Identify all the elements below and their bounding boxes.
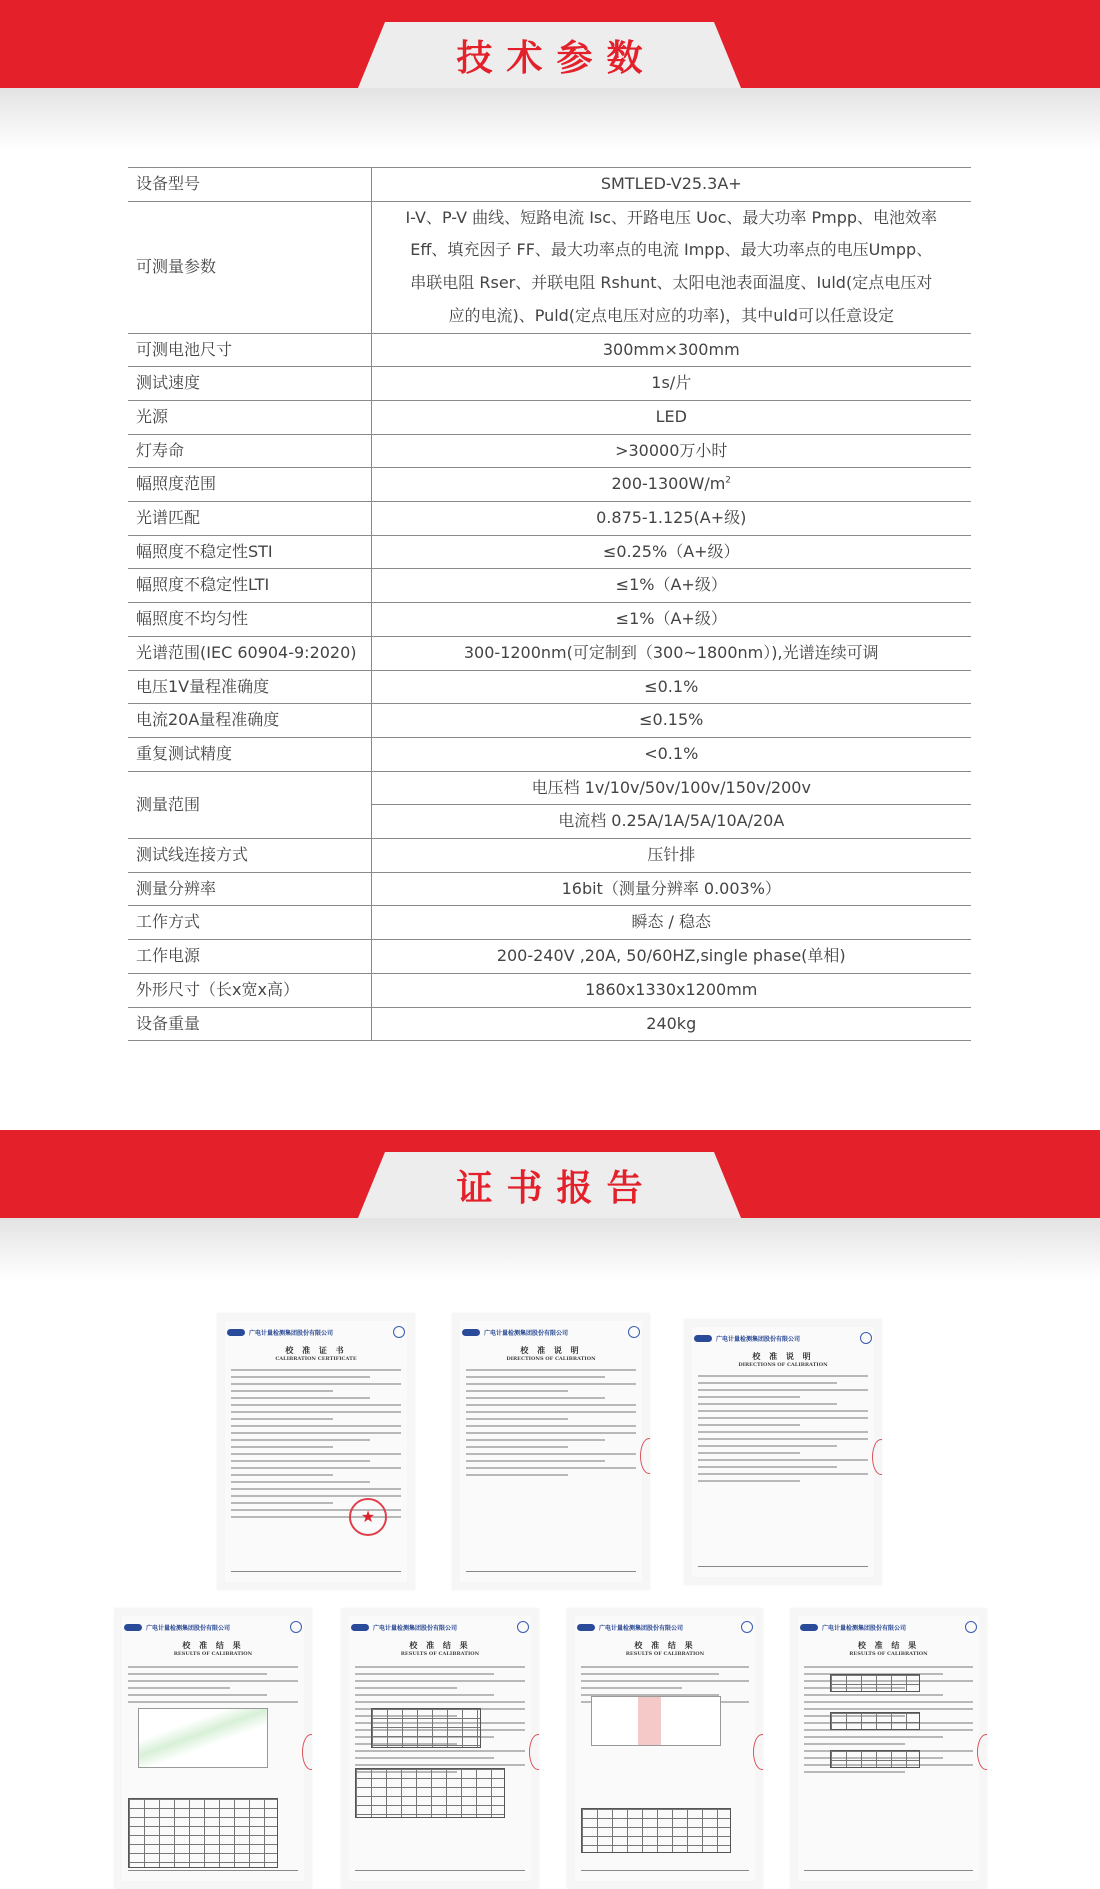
certificate-subtitle: CALIBRATION CERTIFICATE (275, 1356, 357, 1362)
spec-value (371, 737, 971, 771)
grg-logo-icon (694, 1335, 712, 1342)
certificate-header (227, 1323, 405, 1341)
specs-section-title: 技术参数 (456, 37, 657, 79)
certificate-header (577, 1618, 753, 1636)
spec-value-text: 0.875-1.125(A+级) (596, 508, 747, 528)
certificate-footer-line (355, 1870, 525, 1871)
spec-value-line: 串联电阻 Rser、并联电阻 Rshunt、太阳电池表面温度、Iuld(定点电压对 (410, 273, 933, 293)
certificate-text-lines (698, 1375, 868, 1487)
spec-value (371, 704, 971, 738)
spec-label: 测量分辨率 (128, 872, 371, 906)
uniformity-grid-thumbnail (371, 1708, 481, 1748)
official-seal-icon (349, 1498, 387, 1536)
grg-logo-icon (577, 1624, 595, 1631)
spec-label: 工作方式 (128, 906, 371, 940)
results-table-thumbnail (128, 1798, 278, 1868)
spec-value (371, 502, 971, 536)
spec-row (128, 468, 971, 502)
certificate-company: 广电计量检测集团股份有限公司 (599, 1624, 684, 1632)
stability-chart-thumbnail (591, 1696, 721, 1746)
banner-gradient (0, 88, 1100, 150)
cnas-badge-icon (860, 1332, 872, 1344)
spec-label: 电流20A量程准确度 (128, 704, 371, 738)
certificate-title: 校 准 结 果 (857, 1641, 920, 1650)
certificate-company: 广电计量检测集团股份有限公司 (484, 1329, 569, 1337)
spec-label: 外形尺寸（长x宽x高） (128, 973, 371, 1007)
grg-logo-icon (124, 1624, 142, 1631)
spec-value (371, 400, 971, 434)
spec-value (371, 636, 971, 670)
spec-value-text: 瞬态 / 稳态 (631, 912, 712, 932)
spec-value-text: ≤0.1% (644, 676, 699, 696)
certificate-company: 广电计量检测集团股份有限公司 (249, 1329, 334, 1337)
spec-value-line: Eff、填充因子 FF、最大功率点的电流 Impp、最大功率点的电压Umpp、 (410, 240, 933, 260)
current-table-thumbnail (830, 1750, 920, 1768)
spec-label: 测试速度 (128, 367, 371, 401)
spec-row (128, 872, 971, 906)
spec-label: 重复测试精度 (128, 737, 371, 771)
spec-value (371, 603, 971, 637)
certificate-subtitle: RESULTS OF CALIBRATION (400, 1651, 480, 1657)
spec-value (371, 201, 971, 333)
temperature-table-thumbnail (830, 1674, 920, 1692)
certificate-footer-line (698, 1566, 868, 1567)
spec-value-text: 16bit（测量分辨率 0.003%） (561, 878, 781, 898)
spec-row (128, 535, 971, 569)
spec-label: 光谱范围(IEC 60904-9:2020) (128, 636, 371, 670)
spec-label: 测量范围 (128, 771, 371, 838)
spec-value-text: 200-1300W/m (611, 474, 726, 494)
spec-value (371, 333, 971, 367)
certificate-title: 校 准 结 果 (182, 1641, 244, 1650)
certificate-subtitle: RESULTS OF CALIBRATION (625, 1651, 705, 1657)
spec-row (128, 168, 971, 202)
spec-row (128, 839, 971, 873)
spec-label: 设备型号 (128, 168, 371, 202)
spec-value (371, 569, 971, 603)
spec-value (371, 906, 971, 940)
certificate-header (351, 1618, 529, 1636)
spec-value (371, 468, 971, 502)
results-table-thumbnail (581, 1808, 731, 1853)
certificates-section-banner (0, 1130, 1100, 1280)
spectrum-chart-thumbnail (138, 1708, 268, 1768)
certificate-page-2[interactable] (452, 1313, 650, 1590)
certificate-title: 校 准 说 明 (520, 1346, 582, 1355)
certificate-subtitle: DIRECTIONS OF CALIBRATION (738, 1362, 828, 1368)
certificate-title: 校 准 说 明 (752, 1352, 814, 1361)
spec-row (128, 704, 971, 738)
certificate-page-1[interactable] (217, 1313, 415, 1590)
spec-value-text: LED (655, 406, 687, 426)
spec-row (128, 603, 971, 637)
perforation-seal-icon (872, 1439, 882, 1475)
certificate-text-lines (466, 1369, 636, 1481)
spec-value-text: 300-1200nm(可定制到（300~1800nm）),光谱连续可调 (463, 642, 879, 662)
certificate-header (800, 1618, 977, 1636)
spec-value-superscript: 2 (725, 476, 732, 486)
spec-label: 幅照度不稳定性LTI (128, 569, 371, 603)
certificates-section-title: 证书报告 (456, 1167, 657, 1209)
spec-value-text: SMTLED-V25.3A+ (600, 174, 742, 193)
spec-value-text: ≤1%（A+级） (615, 575, 727, 595)
spec-row (128, 569, 971, 603)
spec-row (128, 771, 971, 805)
spec-value-text: 压针排 (647, 845, 696, 865)
spec-row (128, 201, 971, 333)
spec-row (128, 367, 971, 401)
cnas-badge-icon (628, 1326, 640, 1338)
certificate-page-3[interactable] (684, 1319, 882, 1585)
certificate-footer-line (231, 1571, 401, 1572)
spec-value-text: 240kg (646, 1013, 697, 1033)
spec-value: 电流档 0.25A/1A/5A/10A/20A (371, 805, 971, 839)
certificate-subtitle: RESULTS OF CALIBRATION (849, 1651, 928, 1657)
certificate-title: 校 准 结 果 (409, 1641, 471, 1650)
spec-value (371, 973, 971, 1007)
spec-row (128, 333, 971, 367)
spec-row (128, 400, 971, 434)
cnas-badge-icon (517, 1621, 529, 1633)
spec-value (371, 940, 971, 974)
spec-label: 工作电源 (128, 940, 371, 974)
certificate-page-7[interactable] (790, 1608, 987, 1889)
certificate-subtitle: DIRECTIONS OF CALIBRATION (506, 1356, 596, 1362)
spec-label: 灯寿命 (128, 434, 371, 468)
spec-row (128, 940, 971, 974)
certificate-company: 广电计量检测集团股份有限公司 (822, 1624, 907, 1632)
certificate-subtitle: RESULTS OF CALIBRATION (173, 1651, 253, 1657)
spec-value (371, 1007, 971, 1041)
spec-label: 幅照度范围 (128, 468, 371, 502)
spec-value-line: I-V、P-V 曲线、短路电流 Isc、开路电压 Uoc、最大功率 Pmpp、电池效率 (405, 207, 938, 227)
spec-label: 设备重量 (128, 1007, 371, 1041)
spec-value-line: 应的电流)、Puld(定点电压对应的功率)，其中uld可以任意设定 (448, 305, 895, 325)
cnas-badge-icon (393, 1326, 405, 1338)
spec-row (128, 502, 971, 536)
spec-value-text: ≤1%（A+级） (615, 609, 727, 629)
spec-value-text: ≤0.15% (639, 710, 704, 730)
spec-label: 电压1V量程准确度 (128, 670, 371, 704)
spec-label: 光谱匹配 (128, 502, 371, 536)
spec-label: 可测量参数 (128, 201, 371, 333)
spec-value-text: 300mm×300mm (602, 339, 740, 359)
certificate-title: 校 准 证 书 (285, 1346, 347, 1355)
spec-row (128, 670, 971, 704)
certificate-page-6[interactable] (567, 1608, 763, 1889)
certificate-title: 校 准 结 果 (634, 1641, 696, 1650)
spec-value (371, 168, 971, 202)
certificate-header (124, 1618, 302, 1636)
spec-value-text: <0.1% (644, 743, 699, 763)
certificate-text-lines (128, 1666, 298, 1708)
spec-value (371, 535, 971, 569)
spec-row (128, 973, 971, 1007)
spec-value-text: ≤0.25%（A+级） (602, 541, 740, 561)
grg-logo-icon (462, 1329, 480, 1336)
spec-label: 测试线连接方式 (128, 839, 371, 873)
certificate-footer-line (804, 1870, 973, 1871)
cnas-badge-icon (290, 1621, 302, 1633)
spec-row (128, 906, 971, 940)
certificate-header (462, 1323, 640, 1341)
certificate-footer-line (581, 1870, 749, 1871)
spec-value (371, 839, 971, 873)
grg-logo-icon (351, 1624, 369, 1631)
certificate-footer-line (128, 1870, 298, 1871)
banner-gradient (0, 1218, 1100, 1280)
grg-logo-icon (800, 1624, 818, 1631)
results-table-thumbnail (355, 1768, 505, 1818)
certificate-footer-line (466, 1571, 636, 1572)
certificate-company: 广电计量检测集团股份有限公司 (373, 1624, 458, 1632)
spec-table (128, 167, 971, 1041)
voltage-table-thumbnail (830, 1712, 920, 1730)
spec-value (371, 872, 971, 906)
spec-label: 幅照度不均匀性 (128, 603, 371, 637)
certificate-company: 广电计量检测集团股份有限公司 (146, 1624, 231, 1632)
spec-value-text: >30000万小时 (615, 440, 728, 460)
spec-label: 幅照度不稳定性STI (128, 535, 371, 569)
spec-row (128, 1007, 971, 1041)
certificate-company: 广电计量检测集团股份有限公司 (716, 1335, 801, 1343)
certificate-page-5[interactable] (341, 1608, 539, 1889)
spec-value (371, 367, 971, 401)
spec-value (371, 670, 971, 704)
cnas-badge-icon (741, 1621, 753, 1633)
spec-value (371, 434, 971, 468)
certificate-header (694, 1329, 872, 1347)
spec-value-text: 200-240V ,20A, 50/60HZ,single phase(单相) (496, 946, 846, 966)
spec-value-text: 1s/片 (651, 373, 692, 393)
specs-section-banner (0, 0, 1100, 150)
spec-row (128, 434, 971, 468)
grg-logo-icon (227, 1329, 245, 1336)
certificate-page-4[interactable] (114, 1608, 312, 1889)
spec-value: 电压档 1v/10v/50v/100v/150v/200v (371, 771, 971, 805)
spec-row (128, 737, 971, 771)
spec-label: 可测电池尺寸 (128, 333, 371, 367)
spec-row (128, 636, 971, 670)
spec-label: 光源 (128, 400, 371, 434)
cnas-badge-icon (965, 1621, 977, 1633)
spec-value-text: 1860x1330x1200mm (585, 979, 758, 999)
perforation-seal-icon (640, 1438, 650, 1474)
